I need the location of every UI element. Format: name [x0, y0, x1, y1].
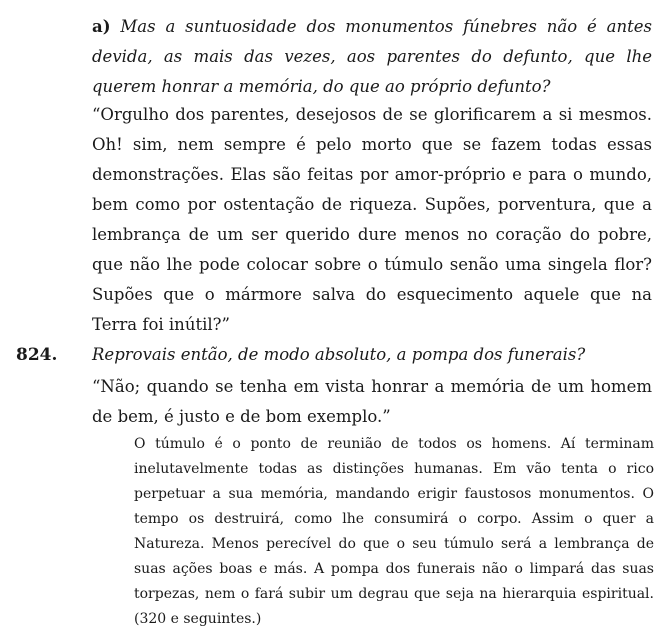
sub-answer-text: “Orgulho dos parentes, desejosos de se glorificarem a si mesmos. Oh! sim, nem sempre é pelo morto que se fazem todas essas demonstrações. Elas são feitas por amor-próprio e para o mundo, bem como por ostentação de riqueza. Supões, porventura, que a lembrança de um ser querido dure menos no coração do pobre, que não lhe pode colocar sobre o túmulo senão uma singela flor? Supões que o mármore salva do esquecimento aquele que na Terra foi inútil?” — [92, 105, 652, 334]
answer-text: “Não; quando se tenha em vista honrar a memória de um homem de bem, é justo e de bom exemplo.” — [92, 377, 652, 426]
question-number: 824. — [16, 345, 58, 365]
sub-question — [92, 12, 652, 102]
commentary — [134, 432, 654, 632]
sub-question-label: a) — [92, 17, 111, 36]
answer — [92, 372, 652, 432]
question-text: Reprovais então, de modo absoluto, a pompa dos funerais? — [92, 345, 586, 364]
commentary-text: O túmulo é o ponto de reunião de todos os homens. Aí terminam inelutavelmente todas as distinções humanas. Em vão tenta o rico perpetuar a sua memória, mandando erigir faustosos monumentos. O tempo os destruirá, como lhe consumirá o corpo. Assim o quer a Natureza. Menos perecível do que o seu túmulo será a lembrança de suas ações boas e más. A pompa dos funerais não o limpará das suas torpezas, nem o fará subir um degrau que seja na hierarquia espiritual. (320 e seguintes.) — [134, 436, 654, 627]
sub-question-text: Mas a suntuosidade dos monumentos fúnebres não é antes devida, as mais das vezes, aos parentes do defunto, que lhe querem honrar a memória, do que ao próprio defunto? — [92, 17, 653, 96]
sub-answer — [92, 100, 652, 340]
question — [92, 340, 652, 370]
